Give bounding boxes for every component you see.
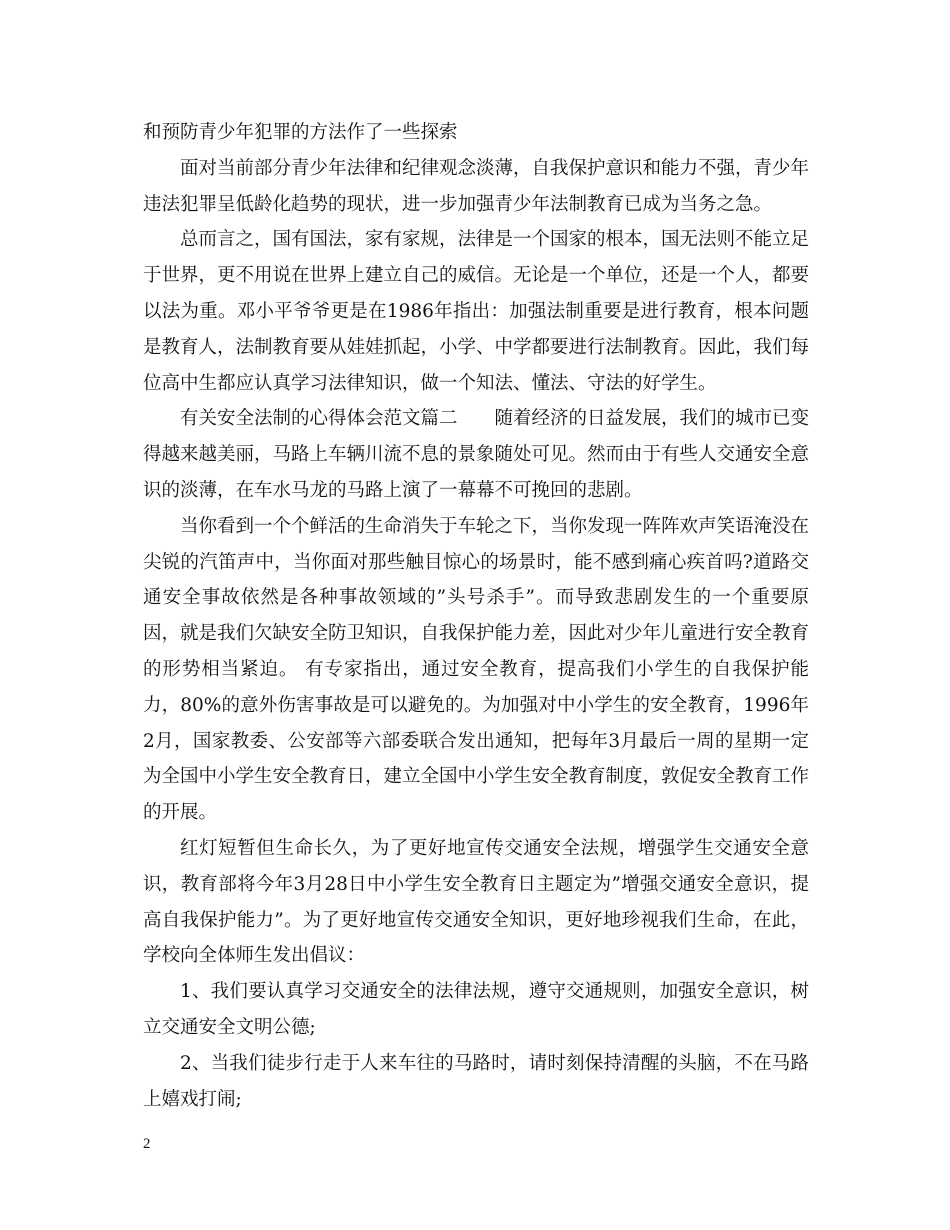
paragraph-6: 红灯短暂但生命长久，为了更好地宣传交通安全法规，增强学生交通安全意识，教育部将今年3月28日中小学生安全教育日主题定为”增强交通安全意识，提高自我保护能力”。为了更好地宣传交通安全知识，更好地珍视我们生命，在此，学校向全体师生发出倡议： — [143, 837, 809, 967]
paragraph-2: 面对当前部分青少年法律和纪律观念淡薄，自我保护意识和能力不强，青少年违法犯罪呈低龄化趋势的现状，进一步加强青少年法制教育已成为当务之急。 — [143, 157, 810, 215]
paragraph-3: 总而言之，国有国法，家有家规，法律是一个国家的根本，国无法则不能立足于世界，更不用说在世界上建立自己的威信。无论是一个单位，还是一个人，都要以法为重。邓小平爷爷更是在1986年指出：加强法制重要是进行教育，根本问题是教育人，法制教育要从娃娃抓起，小学、中学都要进行法制教育。因此，我们每位高中生都应认真学习法律知识，做一个知法、懂法、守法的好学生。 — [143, 229, 810, 394]
paragraph-8: 2、当我们徒步行走于人来车往的马路时，请时刻保持清醒的头脑，不在马路上嬉戏打闹; — [143, 1052, 809, 1110]
paragraph-5: 当你看到一个个鲜活的生命消失于车轮之下，当你发现一阵阵欢声笑语淹没在尖锐的汽笛声中，当你面对那些触目惊心的场景时，能不感到痛心疾首吗?道路交通安全事故依然是各种事故领域的”头号杀手”。而导致悲剧发生的一个重要原因，就是我们欠缺安全防卫知识，自我保护能力差，因此对少年儿童进行安全教育的形势相当紧迫。 有专家指出，通过安全教育，提高我们小学生的自我保护能力，80%的意外伤害事故是可以避免的。为加强对中小学生的安全教育，1996年2月，国家教委、公安部等六部委联合发出通知，把每年3月最后一周的星期一定为全国中小学生安全教育日，建立全国中小学生安全教育制度，敦促安全教育工作的开展。 — [143, 515, 810, 824]
page-number: 2 — [143, 1136, 151, 1152]
paragraph-1: 和预防青少年犯罪的方法作了一些探索 — [143, 122, 458, 143]
paragraph-7: 1、我们要认真学习交通安全的法律法规，遵守交通规则，加强安全意识，树立交通安全文明公德; — [143, 981, 809, 1038]
paragraph-4: 有关安全法制的心得体会范文篇二 随着经济的日益发展，我们的城市已变得越来越美丽，马路上车辆川流不息的景象随处可见。然而由于有些人交通安全意识的淡薄，在车水马龙的马路上演了一幕幕不可挽回的悲剧。 — [143, 408, 810, 501]
document-body — [143, 115, 809, 1117]
